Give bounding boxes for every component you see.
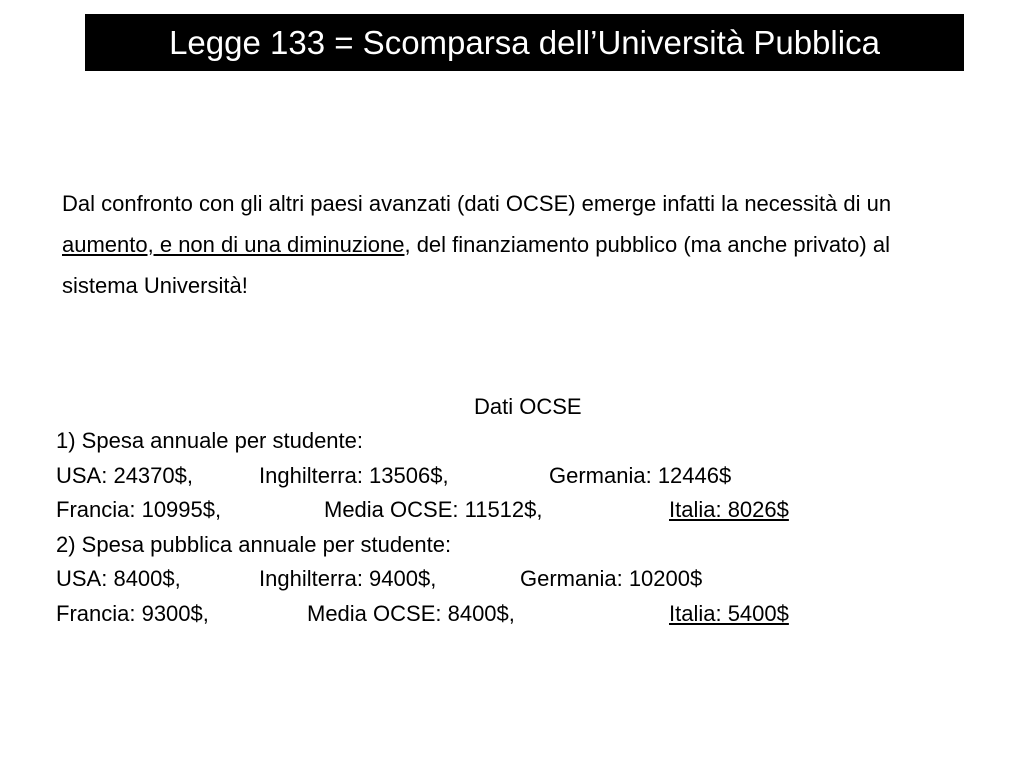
section1-heading: 1) Spesa annuale per studente: bbox=[56, 428, 364, 453]
section1-inghilterra: Inghilterra: 13506$, bbox=[259, 463, 449, 488]
section2-italia: Italia: 5400$ bbox=[669, 601, 789, 626]
section2-francia: Francia: 9300$, bbox=[56, 601, 209, 626]
section1-media-ocse: Media OCSE: 11512$, bbox=[324, 497, 543, 522]
slide-title bbox=[85, 14, 964, 71]
intro-underlined-text: aumento, e non di una diminuzione bbox=[62, 232, 405, 257]
section1-francia: Francia: 10995$, bbox=[56, 497, 222, 522]
section1-usa: USA: 24370$, bbox=[56, 463, 193, 488]
section2-usa: USA: 8400$, bbox=[56, 566, 181, 591]
intro-text-end: , del finanziamento pubblico (ma anche privato) al sistema Università! bbox=[62, 232, 890, 298]
section1-germania: Germania: 12446$ bbox=[549, 463, 732, 488]
section2-germania: Germania: 10200$ bbox=[520, 566, 703, 591]
section2-inghilterra: Inghilterra: 9400$, bbox=[259, 566, 437, 591]
section2-heading: 2) Spesa pubblica annuale per studente: bbox=[56, 532, 452, 557]
intro-text-start: Dal confronto con gli altri paesi avanzati (dati OCSE) emerge infatti la necessità di un bbox=[62, 191, 892, 216]
section1-italia: Italia: 8026$ bbox=[669, 497, 789, 522]
slide-title-text: Legge 133 = Scomparsa dell’Università Pubblica bbox=[169, 24, 880, 61]
ocse-data-title: Dati OCSE bbox=[474, 394, 582, 419]
section2-media-ocse: Media OCSE: 8400$, bbox=[307, 601, 515, 626]
intro-paragraph bbox=[62, 183, 962, 306]
